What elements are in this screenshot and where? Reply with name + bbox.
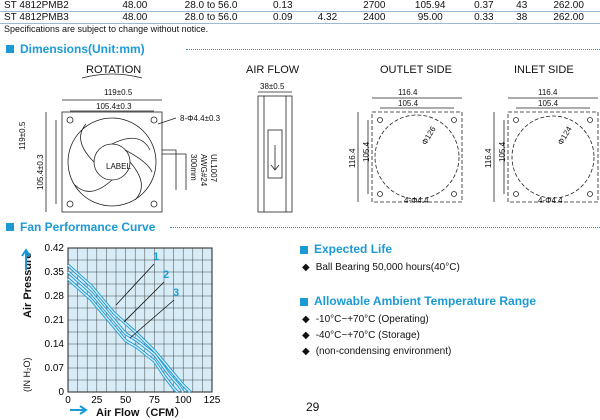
diamond-bullet-icon: ◆ (302, 314, 310, 325)
depth-label: 38±0.5 (260, 82, 285, 91)
diamond-bullet-icon: ◆ (302, 262, 310, 273)
wire-awg-label: AWG#24 (199, 154, 208, 187)
diamond-bullet-icon: ◆ (302, 346, 310, 357)
outlet-height-2: 105.4 (362, 141, 371, 162)
y-tick-label: 0.28 (44, 291, 64, 302)
list-item: ◆ -10°C~+70°C (Operating) (302, 314, 429, 325)
width-105-label: 105.4±0.3 (96, 102, 132, 111)
list-item: ◆ Ball Bearing 50,000 hours(40°C) (302, 262, 460, 273)
list-item: ◆ -40°C~+70°C (Storage) (302, 330, 420, 341)
expected-life-heading: Expected Life (300, 242, 392, 256)
height-119-label: 119±0.5 (18, 121, 27, 150)
airflow-label: AIR FLOW (246, 64, 300, 76)
section-square-icon (300, 298, 308, 306)
y-axis-label: Air Pressure (22, 252, 34, 318)
outlet-holes: 4-Φ4.4 (404, 196, 429, 205)
spec-note: Specifications are subject to change without notice. (4, 24, 209, 34)
y-tick-label: 0.42 (44, 243, 64, 254)
hole-label: 8-Φ4.4±0.3 (180, 114, 221, 123)
table-row: ST 4812PMB2 48.00 28.0 to 56.0 0.13 2700 105.94 0.37 43 262.00 (0, 0, 600, 12)
y-axis-unit: (IN H₂O) (22, 357, 32, 392)
inlet-holes: 4-Φ4.4 (538, 196, 563, 205)
section-square-icon (300, 246, 308, 254)
x-tick-label: 50 (120, 395, 132, 406)
list-item: ◆ (non-condensing environment) (302, 346, 452, 357)
width-119-label: 119±0.5 (104, 88, 133, 97)
y-tick-label: 0.21 (44, 315, 64, 326)
y-tick-label: 0.35 (44, 267, 64, 278)
x-tick-label: 25 (91, 395, 103, 406)
outlet-width-2: 105.4 (398, 99, 419, 108)
outlet-side-label: OUTLET SIDE (380, 64, 452, 76)
y-tick-label: 0.07 (44, 363, 64, 374)
series-label: 1 (152, 251, 160, 263)
performance-title: Fan Performance Curve (20, 220, 156, 234)
inlet-height-1: 116.4 (484, 148, 493, 168)
outlet-height-1: 116.4 (348, 148, 357, 168)
x-axis-label: Air Flow（CFM） (96, 407, 186, 419)
diamond-bullet-icon: ◆ (302, 330, 310, 341)
series-label: 2 (162, 269, 170, 281)
x-axis-arrow (70, 406, 86, 414)
page-number: 29 (306, 400, 320, 414)
y-axis-arrow (22, 250, 30, 270)
wire-ul-label: UL1007 (209, 154, 218, 183)
outlet-diameter: Φ126 (420, 124, 438, 147)
y-tick-label: 0 (58, 387, 64, 398)
inlet-width-1: 116.4 (538, 88, 558, 97)
inlet-side-label: INLET SIDE (514, 64, 574, 76)
outlet-width-1: 116.4 (398, 88, 418, 97)
x-tick-label: 100 (174, 395, 192, 406)
y-tick-label: 0.14 (44, 339, 64, 350)
inlet-width-2: 105.4 (538, 99, 559, 108)
x-tick-label: 0 (65, 395, 71, 406)
inlet-height-2: 105.4 (498, 141, 507, 162)
rotation-label: ROTATION (86, 64, 142, 76)
x-tick-label: 125 (203, 395, 221, 406)
table-row: ST 4812PMB3 48.00 28.0 to 56.0 0.09 4.32 2400 95.00 0.33 38 262.00 (0, 12, 600, 24)
fan-label-text: LABEL (106, 162, 131, 171)
height-105-label: 105.4±0.3 (36, 154, 45, 190)
wire-length-label: 300mm (189, 154, 198, 181)
series-label: 3 (172, 287, 180, 299)
x-tick-label: 75 (148, 395, 160, 406)
ambient-temp-heading: Allowable Ambient Temperature Range (300, 294, 536, 308)
dimensions-title: Dimensions(Unit:mm) (20, 42, 145, 56)
inlet-diameter: Φ124 (556, 124, 574, 147)
